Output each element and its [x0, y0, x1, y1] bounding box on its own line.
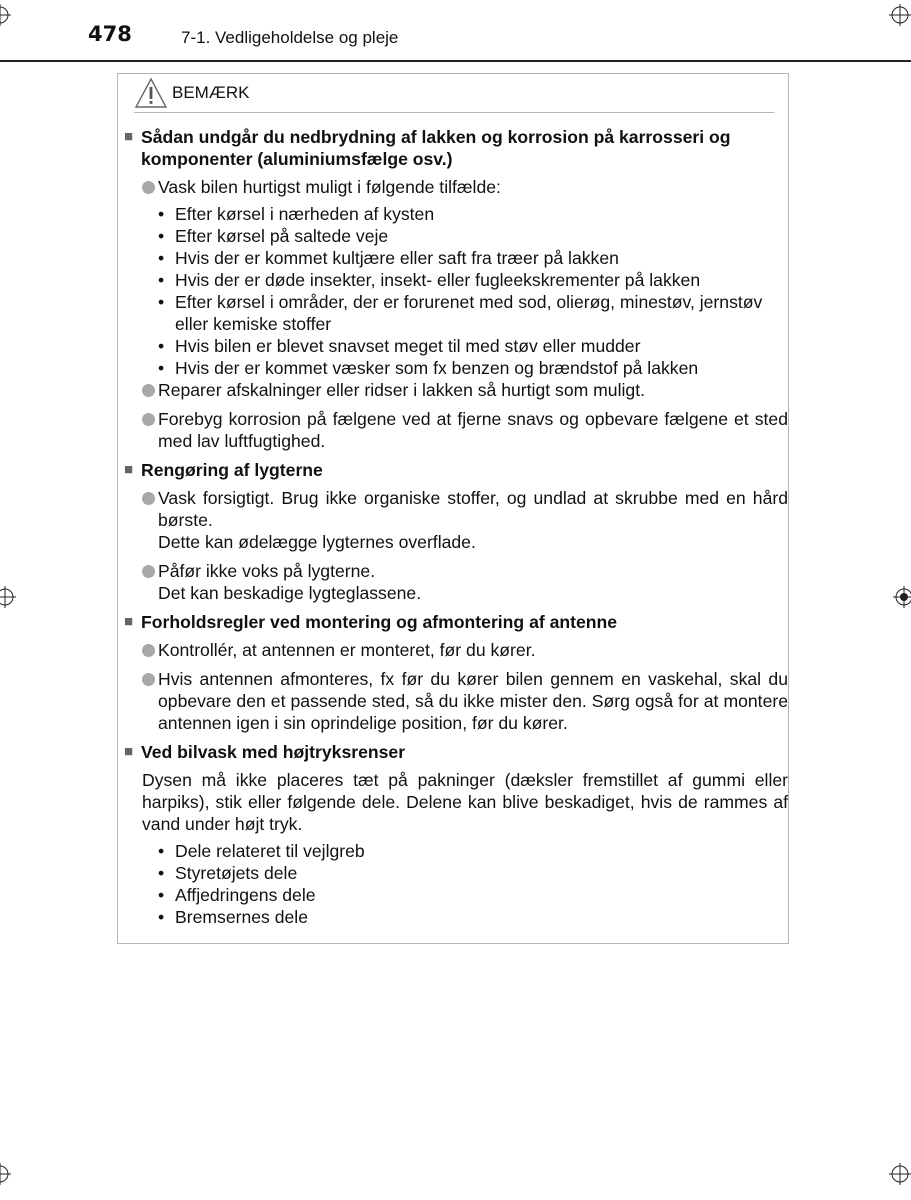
paragraph: Dysen må ikke placeres tæt på pakninger (dæksler fremstillet af gummi eller harpiks), stik eller følgende dele. Delene kan blive beskadiget, hvis de rammes af vand under højt tryk. — [142, 770, 788, 834]
circle-bullet-icon — [142, 176, 158, 198]
list-item-text: Reparer afskalninger eller ridser i lakken så hurtigt som muligt. — [158, 380, 645, 400]
sub-heading — [124, 611, 788, 633]
list-item — [142, 560, 788, 604]
square-bullet-icon: ■ — [124, 461, 134, 478]
header-rule — [0, 60, 911, 62]
sub-heading-text: Rengøring af lygterne — [141, 460, 323, 480]
sub-heading-text: Sådan undgår du nedbrydning af lakken og korrosion på karrosseri og komponenter (aluminiumsfælge osv.) — [141, 127, 731, 169]
sub-heading-text: Ved bilvask med højtryksrenser — [141, 742, 406, 762]
registration-mark-icon — [893, 586, 911, 608]
circle-bullet-icon — [142, 639, 158, 661]
bullet-item: • Dele relateret til vejlgreb — [158, 841, 365, 861]
section-title: 7-1. Vedligeholdelse og pleje — [181, 28, 399, 47]
list-item — [142, 487, 788, 553]
bullet-item: • Hvis der er døde insekter, insekt- eller fugleekskrementer på lakken — [158, 270, 701, 290]
circle-bullet-icon — [142, 560, 158, 604]
sub-heading — [124, 126, 788, 170]
bullet-item: • Efter kørsel i områder, der er forurenet med sod, olierøg, minestøv, jernstøv eller kemiske stoffer — [158, 292, 763, 334]
list-item-text: Vask bilen hurtigst muligt i følgende tilfælde: — [158, 177, 501, 197]
list-item-text: Kontrollér, at antennen er monteret, før du kører. — [158, 640, 536, 660]
bullet-list — [158, 203, 788, 379]
sub-heading-text: Forholdsregler ved montering og afmontering af antenne — [141, 612, 618, 632]
square-bullet-icon: ■ — [124, 613, 134, 630]
registration-mark-icon — [889, 4, 911, 26]
registration-mark-icon — [889, 1163, 911, 1185]
list-item-text: Vask forsigtigt. Brug ikke organiske stoffer, og undlad at skrubbe med en hård børste. — [158, 488, 788, 530]
notice-title: BEMÆRK — [172, 83, 250, 102]
warning-triangle-icon — [134, 76, 168, 110]
list-item — [142, 639, 788, 661]
registration-mark-icon — [0, 586, 16, 608]
list-item-text: Påfør ikke voks på lygterne. — [158, 561, 376, 581]
bullet-item: • Hvis der er kommet væsker som fx benzen og brændstof på lakken — [158, 358, 699, 378]
list-item — [142, 408, 788, 452]
circle-bullet-icon — [142, 487, 158, 553]
notice-content — [124, 126, 788, 928]
bullet-item: • Hvis der er kommet kultjære eller saft fra træer på lakken — [158, 248, 619, 268]
list-item — [142, 379, 788, 401]
page-number: 478 — [88, 22, 132, 46]
bullet-item: • Efter kørsel på saltede veje — [158, 226, 389, 246]
bullet-item: • Bremsernes dele — [158, 907, 308, 927]
circle-bullet-icon — [142, 408, 158, 452]
bullet-item: • Affjedringens dele — [158, 885, 316, 905]
bullet-item: • Efter kørsel i nærheden af kysten — [158, 204, 435, 224]
list-item — [142, 176, 788, 198]
bullet-list — [158, 840, 788, 928]
sub-heading — [124, 459, 788, 481]
list-item-note: Dette kan ødelægge lygternes overflade. — [158, 532, 476, 552]
bullet-item: • Hvis bilen er blevet snavset meget til med støv eller mudder — [158, 336, 641, 356]
circle-bullet-icon — [142, 379, 158, 401]
circle-bullet-icon — [142, 668, 158, 734]
list-item — [142, 668, 788, 734]
notice-header — [134, 74, 774, 113]
registration-mark-icon — [0, 4, 11, 26]
sub-heading — [124, 741, 788, 763]
registration-mark-icon — [0, 1163, 11, 1185]
notice-box — [117, 73, 789, 944]
square-bullet-icon: ■ — [124, 743, 134, 760]
list-item-text: Hvis antennen afmonteres, fx før du kører bilen gennem en vaskehal, skal du opbevare den et passende sted, så du ikke mister den. Sørg også for at montere antennen igen i sin oprindelige position, før du kører. — [158, 669, 788, 733]
bullet-item: • Styretøjets dele — [158, 863, 298, 883]
square-bullet-icon: ■ — [124, 128, 134, 145]
list-item-text: Forebyg korrosion på fælgene ved at fjerne snavs og opbevare fælgene et sted med lav luftfugtighed. — [158, 409, 788, 451]
list-item-note: Det kan beskadige lygteglassene. — [158, 583, 422, 603]
